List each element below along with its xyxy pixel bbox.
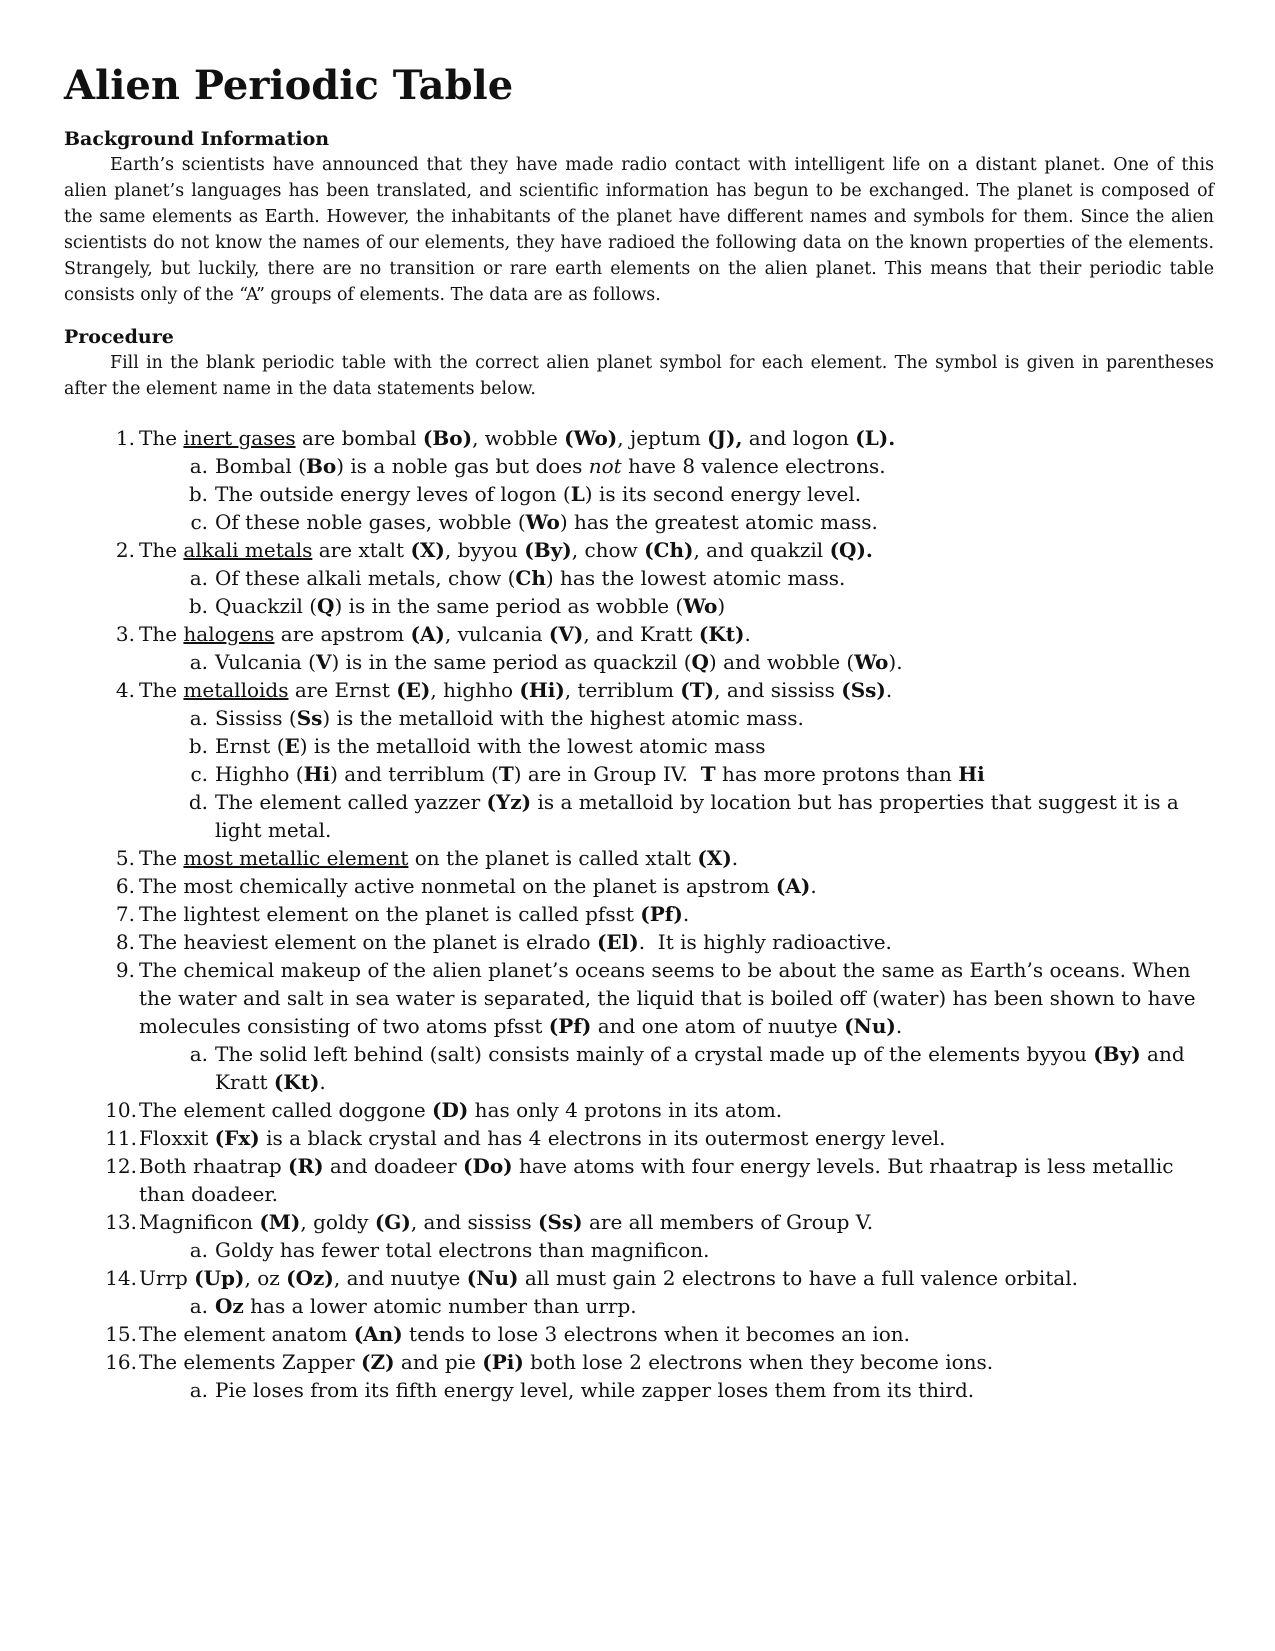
item-text: ) has the lowest atomic mass.: [545, 566, 846, 590]
element-symbol: (Pf): [548, 1014, 592, 1038]
item-number: 1.: [115, 426, 135, 450]
item-text: ) and wobble (: [708, 650, 855, 674]
element-symbol: Hi: [958, 762, 985, 786]
item-number: 12.: [105, 1154, 137, 1178]
item-text: , goldy: [300, 1210, 375, 1234]
element-symbol: T: [498, 762, 514, 786]
element-symbol: (An): [353, 1322, 403, 1346]
item-text: , chow: [571, 538, 645, 562]
sub-item: [64, 1236, 1214, 1264]
item-text: The: [139, 622, 184, 646]
element-symbol: (Pi): [482, 1350, 524, 1374]
item-text: The: [139, 538, 184, 562]
item-text: ) has the greatest atomic mass.: [559, 510, 878, 534]
item-text: Quackzil (: [215, 594, 318, 618]
sub-item: [64, 508, 1214, 536]
page-title: Alien Periodic Table: [64, 62, 514, 109]
list-item: [64, 1208, 1214, 1236]
item-text: , terriblum: [564, 678, 681, 702]
list-item: [64, 1152, 1214, 1208]
item-text: ) is the metalloid with the lowest atomic mass: [299, 734, 766, 758]
sub-item: [64, 1292, 1214, 1320]
item-text: , highho: [430, 678, 520, 702]
element-symbol: (Hi): [519, 678, 565, 702]
item-number: 14.: [105, 1266, 137, 1290]
item-text: are Ernst: [288, 678, 397, 702]
item-text: and pie: [394, 1350, 483, 1374]
element-symbol: (X): [697, 846, 732, 870]
item-text: are apstrom: [274, 622, 411, 646]
sub-item: [64, 732, 1214, 760]
item-text: and Kratt: [215, 1042, 1185, 1094]
item-text: The outside energy leves of logon (: [215, 482, 571, 506]
item-text: , and sississ: [410, 1210, 538, 1234]
sub-item-letter: c.: [190, 510, 208, 534]
item-text: Bombal (: [215, 454, 306, 478]
element-symbol: (Ss): [537, 1210, 583, 1234]
data-statements-list: [64, 424, 1214, 1404]
item-text: , and nuutye: [333, 1266, 467, 1290]
item-text: Magnificon: [139, 1210, 260, 1234]
element-symbol: (Do): [463, 1154, 513, 1178]
element-symbol: E: [284, 734, 300, 758]
item-number: 13.: [105, 1210, 137, 1234]
item-text: ): [717, 594, 726, 618]
item-text: The: [139, 426, 184, 450]
underlined-term: most metallic element: [183, 846, 409, 870]
item-text: The chemical makeup of the alien planet’s oceans seems to be about the same as Earth’s oceans. When the water and salt in sea water is separated, the liquid that is boiled off (water) has been shown to have molecules consisting of two atoms pfsst: [139, 958, 1196, 1038]
item-text: Of these alkali metals, chow (: [215, 566, 516, 590]
sub-item: [64, 760, 1214, 788]
item-number: 11.: [105, 1126, 137, 1150]
item-text: are all members of Group V.: [582, 1210, 874, 1234]
item-text: and doadeer: [323, 1154, 464, 1178]
item-text: , jeptum: [617, 426, 708, 450]
list-item: [64, 844, 1214, 872]
procedure-heading: Procedure: [64, 326, 174, 348]
sub-item: [64, 480, 1214, 508]
item-text: The heaviest element on the planet is elrado: [139, 930, 597, 954]
item-text: , and sississ: [714, 678, 842, 702]
element-symbol: Wo: [683, 594, 718, 618]
item-number: 3.: [115, 622, 135, 646]
item-text: Pie loses from its fifth energy level, while zapper loses them from its third.: [215, 1378, 975, 1402]
element-symbol: (Fx): [214, 1126, 260, 1150]
item-number: 4.: [115, 678, 135, 702]
element-symbol: (By): [1093, 1042, 1141, 1066]
element-symbol: (Yz): [486, 790, 532, 814]
item-text: Goldy has fewer total electrons than magnificon.: [215, 1238, 710, 1262]
element-symbol: (Nu): [844, 1014, 896, 1038]
item-text: has only 4 protons in its atom.: [468, 1098, 783, 1122]
element-symbol: (E): [396, 678, 431, 702]
item-text: Ernst (: [215, 734, 285, 758]
item-number: 2.: [115, 538, 135, 562]
element-symbol: Q: [691, 650, 709, 674]
element-symbol: V: [315, 650, 332, 674]
item-text: , oz: [244, 1266, 287, 1290]
item-text: has a lower atomic number than urrp.: [243, 1294, 637, 1318]
item-text: and one atom of nuutye: [591, 1014, 845, 1038]
underlined-term: inert gases: [183, 426, 296, 450]
list-item: [64, 1320, 1214, 1348]
element-symbol: (D): [432, 1098, 469, 1122]
procedure-paragraph: Fill in the blank periodic table with the correct alien planet symbol for each element. The symbol is given in parentheses after the element name in the data statements below.: [64, 353, 1214, 399]
item-text: , vulcania: [444, 622, 549, 646]
element-symbol: (El): [596, 930, 639, 954]
element-symbol: (R): [287, 1154, 324, 1178]
item-text: is a metalloid by location but has properties that suggest it is a light metal.: [215, 790, 1179, 842]
item-text: Sississ (: [215, 706, 297, 730]
sub-item-letter: b.: [188, 594, 208, 618]
item-text: Floxxit: [139, 1126, 215, 1150]
sub-item-letter: a.: [189, 454, 208, 478]
item-text: and logon: [742, 426, 856, 450]
item-text: The: [139, 678, 184, 702]
item-number: 6.: [115, 874, 135, 898]
item-text: .: [885, 678, 893, 702]
element-symbol: (Oz): [286, 1266, 334, 1290]
sub-item: [64, 452, 1214, 480]
sub-item-letter: a.: [189, 650, 208, 674]
item-text: The solid left behind (salt) consists mainly of a crystal made up of the elements byyou: [215, 1042, 1094, 1066]
item-text: ) is a noble gas but does: [336, 454, 589, 478]
list-item: [64, 872, 1214, 900]
element-symbol: (Ch): [644, 538, 694, 562]
element-symbol: (G): [374, 1210, 411, 1234]
element-symbol: (Bo): [422, 426, 473, 450]
element-symbol: (Pf): [640, 902, 683, 926]
item-text: tends to lose 3 electrons when it becomes an ion.: [402, 1322, 911, 1346]
underlined-term: alkali metals: [183, 538, 313, 562]
item-number: 8.: [115, 930, 135, 954]
list-item: [64, 620, 1214, 648]
sub-item: [64, 648, 1214, 676]
element-symbol: (M): [259, 1210, 301, 1234]
element-symbol: (A): [775, 874, 811, 898]
item-text: , byyou: [444, 538, 525, 562]
list-item: [64, 536, 1214, 564]
list-item: [64, 1264, 1214, 1292]
underlined-term: metalloids: [183, 678, 289, 702]
list-item: [64, 928, 1214, 956]
sub-item-letter: d.: [188, 790, 208, 814]
element-symbol: Q: [317, 594, 335, 618]
element-symbol: (Ss): [841, 678, 886, 702]
element-symbol: Ch: [515, 566, 546, 590]
element-symbol: T: [700, 762, 716, 786]
item-text: have 8 valence electrons.: [621, 454, 886, 478]
item-text: , and Kratt: [583, 622, 699, 646]
item-number: 16.: [105, 1350, 137, 1374]
emphasis-text: not: [588, 454, 622, 478]
item-text: Both rhaatrap: [139, 1154, 288, 1178]
item-text: .: [319, 1070, 326, 1094]
item-text: ) are in Group IV.: [513, 762, 701, 786]
element-symbol: (Nu): [466, 1266, 519, 1290]
sub-item-letter: a.: [189, 706, 208, 730]
item-text: .: [731, 846, 739, 870]
element-symbol: (Kt): [698, 622, 745, 646]
item-text: The elements Zapper: [139, 1350, 362, 1374]
element-symbol: Wo: [854, 650, 889, 674]
item-text: .: [682, 902, 690, 926]
list-item: [64, 900, 1214, 928]
list-item: [64, 1348, 1214, 1376]
element-symbol: L: [570, 482, 585, 506]
item-text: .: [810, 874, 817, 898]
element-symbol: (J),: [707, 426, 743, 450]
item-text: ) is in the same period as quackzil (: [331, 650, 692, 674]
item-text: is a black crystal and has 4 electrons in its outermost energy level.: [259, 1126, 946, 1150]
item-text: .: [744, 622, 751, 646]
item-text: .: [895, 1014, 903, 1038]
element-symbol: (Wo): [564, 426, 618, 450]
element-symbol: (A): [410, 622, 445, 646]
underlined-term: halogens: [183, 622, 275, 646]
item-text: Highho (: [215, 762, 304, 786]
item-text: . It is highly radioactive.: [638, 930, 892, 954]
background-heading: Background Information: [64, 128, 330, 150]
item-text: Of these noble gases, wobble (: [215, 510, 526, 534]
item-text: Urrp: [139, 1266, 195, 1290]
item-text: ) and terriblum (: [330, 762, 499, 786]
item-text: The: [139, 846, 184, 870]
item-text: ) is in the same period as wobble (: [334, 594, 684, 618]
element-symbol: (Up): [194, 1266, 245, 1290]
item-number: 9.: [115, 958, 135, 982]
item-text: on the planet is called xtalt: [408, 846, 698, 870]
list-item: [64, 1096, 1214, 1124]
sub-item-letter: a.: [189, 1378, 208, 1402]
element-symbol: (V): [548, 622, 584, 646]
list-item: [64, 956, 1214, 1040]
sub-item: [64, 704, 1214, 732]
sub-item-letter: a.: [189, 1294, 208, 1318]
sub-item: [64, 1040, 1214, 1096]
item-text: The most chemically active nonmetal on the planet is apstrom: [139, 874, 776, 898]
item-text: are bombal: [295, 426, 423, 450]
sub-item-letter: a.: [189, 566, 208, 590]
element-symbol: Hi: [303, 762, 331, 786]
element-symbol: Ss: [296, 706, 323, 730]
item-number: 7.: [115, 902, 135, 926]
item-text: Vulcania (: [215, 650, 316, 674]
element-symbol: Wo: [525, 510, 560, 534]
list-item: [64, 676, 1214, 704]
item-text: ).: [888, 650, 903, 674]
element-symbol: (Z): [361, 1350, 395, 1374]
item-text: all must gain 2 electrons to have a full valence orbital.: [518, 1266, 1078, 1290]
sub-item-letter: b.: [188, 734, 208, 758]
item-text: The element called doggone: [139, 1098, 433, 1122]
element-symbol: (T): [680, 678, 715, 702]
item-number: 10.: [105, 1098, 137, 1122]
element-symbol: (Kt): [273, 1070, 320, 1094]
item-text: , wobble: [472, 426, 565, 450]
sub-item: [64, 564, 1214, 592]
element-symbol: Bo: [306, 454, 337, 478]
item-text: ) is the metalloid with the highest atomic mass.: [322, 706, 804, 730]
item-text: has more protons than: [715, 762, 959, 786]
item-number: 15.: [105, 1322, 137, 1346]
sub-item-letter: c.: [190, 762, 208, 786]
element-symbol: (L).: [855, 426, 896, 450]
sub-item-letter: a.: [189, 1238, 208, 1262]
element-symbol: (By): [524, 538, 572, 562]
sub-item: [64, 1376, 1214, 1404]
item-text: , and quakzil: [693, 538, 830, 562]
worksheet-page: [64, 60, 1214, 1404]
item-text: The element anatom: [139, 1322, 354, 1346]
background-paragraph: Earth’s scientists have announced that they have made radio contact with intelligent life on a distant planet. One of this alien planet’s languages has been translated, and scientific information has begun to be exchanged. The planet is composed of the same elements as Earth. However, the inhabitants of the planet have different names and symbols for them. Since the alien scientists do not know the names of our elements, they have radioed the following data on the known properties of the elements. Strangely, but luckily, there are no transition or rare earth elements on the alien planet. This means that their periodic table consists only of the “A” groups of elements. The data are as follows.: [64, 155, 1214, 305]
item-text: The element called yazzer: [215, 790, 487, 814]
sub-item: [64, 592, 1214, 620]
list-item: [64, 424, 1214, 452]
sub-item-letter: a.: [189, 1042, 208, 1066]
sub-item-letter: b.: [188, 482, 208, 506]
list-item: [64, 1124, 1214, 1152]
element-symbol: Oz: [215, 1294, 244, 1318]
element-symbol: (Q).: [829, 538, 873, 562]
element-symbol: (X): [410, 538, 445, 562]
item-text: are xtalt: [312, 538, 411, 562]
item-number: 5.: [115, 846, 135, 870]
item-text: both lose 2 electrons when they become ions.: [523, 1350, 994, 1374]
item-text: have atoms with four energy levels. But rhaatrap is less metallic than doadeer.: [139, 1154, 1174, 1206]
item-text: ) is its second energy level.: [584, 482, 862, 506]
sub-item: [64, 788, 1214, 844]
item-text: The lightest element on the planet is called pfsst: [139, 902, 641, 926]
